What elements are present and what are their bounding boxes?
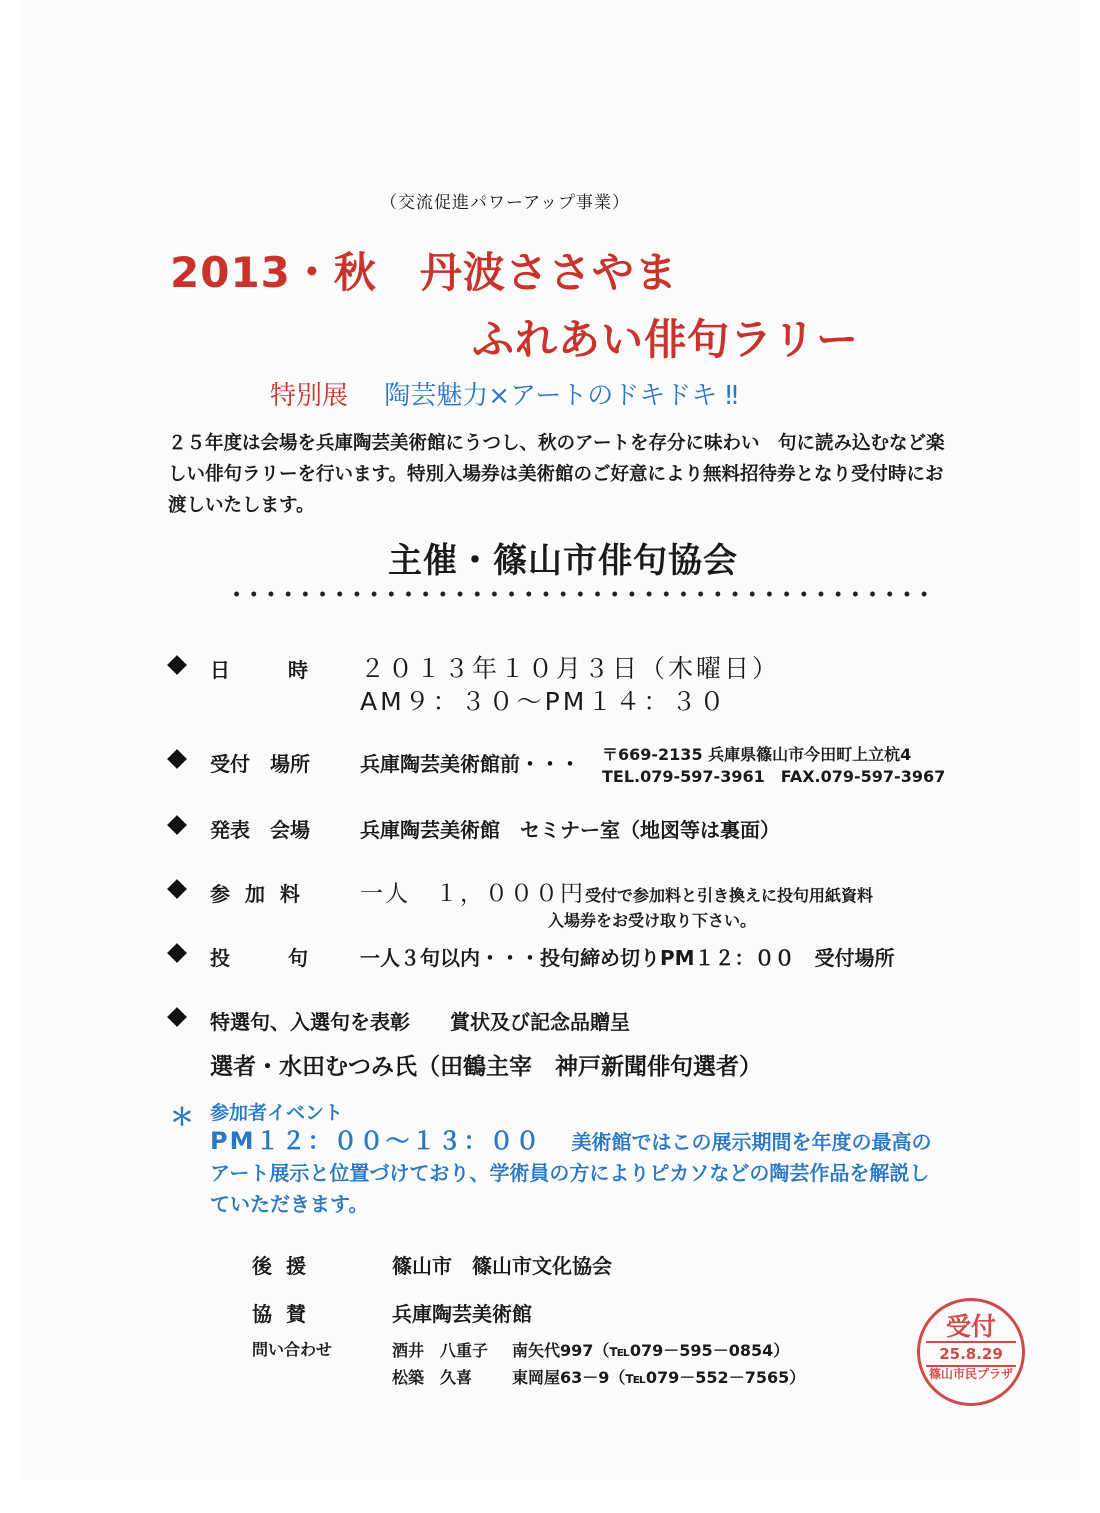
submit-label: 投 句: [210, 946, 314, 970]
stamp-label: 受付: [945, 1312, 996, 1341]
diamond-bullet-icon: [167, 943, 187, 963]
fee-note-1: 受付で参加料と引き換えに投句用紙資料: [585, 886, 874, 905]
event-body: [210, 1126, 940, 1220]
fee-value: 一人 １，０００円: [360, 881, 585, 907]
backing-label: 後援: [252, 1254, 320, 1278]
judge-text: 選者・水田むつみ氏（田鶴主宰 神戸新聞俳句選者）: [210, 1054, 762, 1080]
contact-address: 東岡屋63－9（℡079－552－7565）: [512, 1368, 806, 1387]
special-exhibition-title: 陶芸魅力×アートのドキドキ ‼: [384, 381, 739, 411]
fee-value-line: [360, 875, 873, 908]
event-description: 美術館ではこの展示期間を年度の最高のアート展示と位置づけており、学術員の方によりピカソなどの陶芸作品を解説していただきます。: [210, 1130, 932, 1216]
intro-paragraph: ２５年度は会場を兵庫陶芸美術館にうつし、秋のアートを存分に味わい 句に読み込むなど楽しい俳句ラリーを行います。特別入場券は美術館のご好意により無料招待券となり受付時にお渡しいたします。: [168, 433, 945, 516]
announce-place: 兵庫陶芸美術館 セミナー室（地図等は裏面）: [360, 818, 780, 842]
contact-row: [392, 1338, 789, 1361]
award-text: 特選句、入選句を表彰 賞状及び記念品贈呈: [210, 1010, 630, 1034]
title-line-1: 2013・秋 丹波ささやま: [170, 248, 678, 297]
reception-address: 〒669-2135 兵庫県篠山市今田町上立杭4: [602, 745, 912, 764]
dotted-divider: [228, 590, 933, 598]
reception-phone-fax: TEL.079-597-3961 FAX.079-597-3967: [602, 767, 946, 786]
special-exhibition: [270, 375, 738, 412]
organizer: 主催・篠山市俳句協会: [388, 541, 738, 581]
datetime-label: 日 時: [210, 658, 314, 682]
fee-label: 参 加 料: [210, 882, 304, 906]
diamond-bullet-icon: [167, 749, 187, 769]
event-time: AM９：３０～PM１４：３０: [360, 687, 728, 716]
fee-note-2: 入場券をお受け取り下さい。: [548, 911, 757, 930]
diamond-bullet-icon: [167, 1007, 187, 1027]
asterisk-icon: ＊: [170, 1103, 194, 1131]
diamond-bullet-icon: [167, 815, 187, 835]
event-date: ２０１３年１０月３日（木曜日）: [360, 654, 781, 683]
stamp-place: 篠山市民プラザ: [928, 1367, 1013, 1381]
contact-name: 松築 久喜: [392, 1368, 473, 1387]
event-title: 参加者イベント: [210, 1102, 344, 1124]
reception-place: 兵庫陶芸美術館前・・・: [360, 752, 580, 776]
contact-address: 南矢代997（℡079－595－0854）: [512, 1341, 790, 1360]
reception-label: 受付 場所: [210, 752, 310, 776]
stamp-date: 25.8.29: [939, 1345, 1003, 1363]
announce-label: 発表 会場: [210, 818, 310, 842]
inquiry-label: 問い合わせ: [252, 1340, 333, 1359]
flyer-page: [20, 0, 1080, 1480]
reception-contact: [602, 744, 945, 788]
cosponsor-label: 協賛: [252, 1302, 320, 1326]
event-time-range: PM１２：００～１３：００: [210, 1127, 542, 1155]
title-line-2: ふれあい俳句ラリー: [472, 315, 860, 364]
special-exhibition-label: 特別展: [270, 381, 349, 411]
contact-name: 酒井 八重子: [392, 1341, 489, 1360]
backing-value: 篠山市 篠山市文化協会: [392, 1254, 612, 1278]
diamond-bullet-icon: [167, 655, 187, 675]
contact-row: [392, 1365, 805, 1388]
submit-value: 一人３句以内・・・投句締め切りPM１２：００ 受付場所: [360, 946, 895, 970]
program-note: （交流促進パワーアップ事業）: [380, 193, 630, 213]
cosponsor-value: 兵庫陶芸美術館: [392, 1302, 532, 1326]
received-stamp: [917, 1298, 1025, 1406]
diamond-bullet-icon: [167, 879, 187, 899]
